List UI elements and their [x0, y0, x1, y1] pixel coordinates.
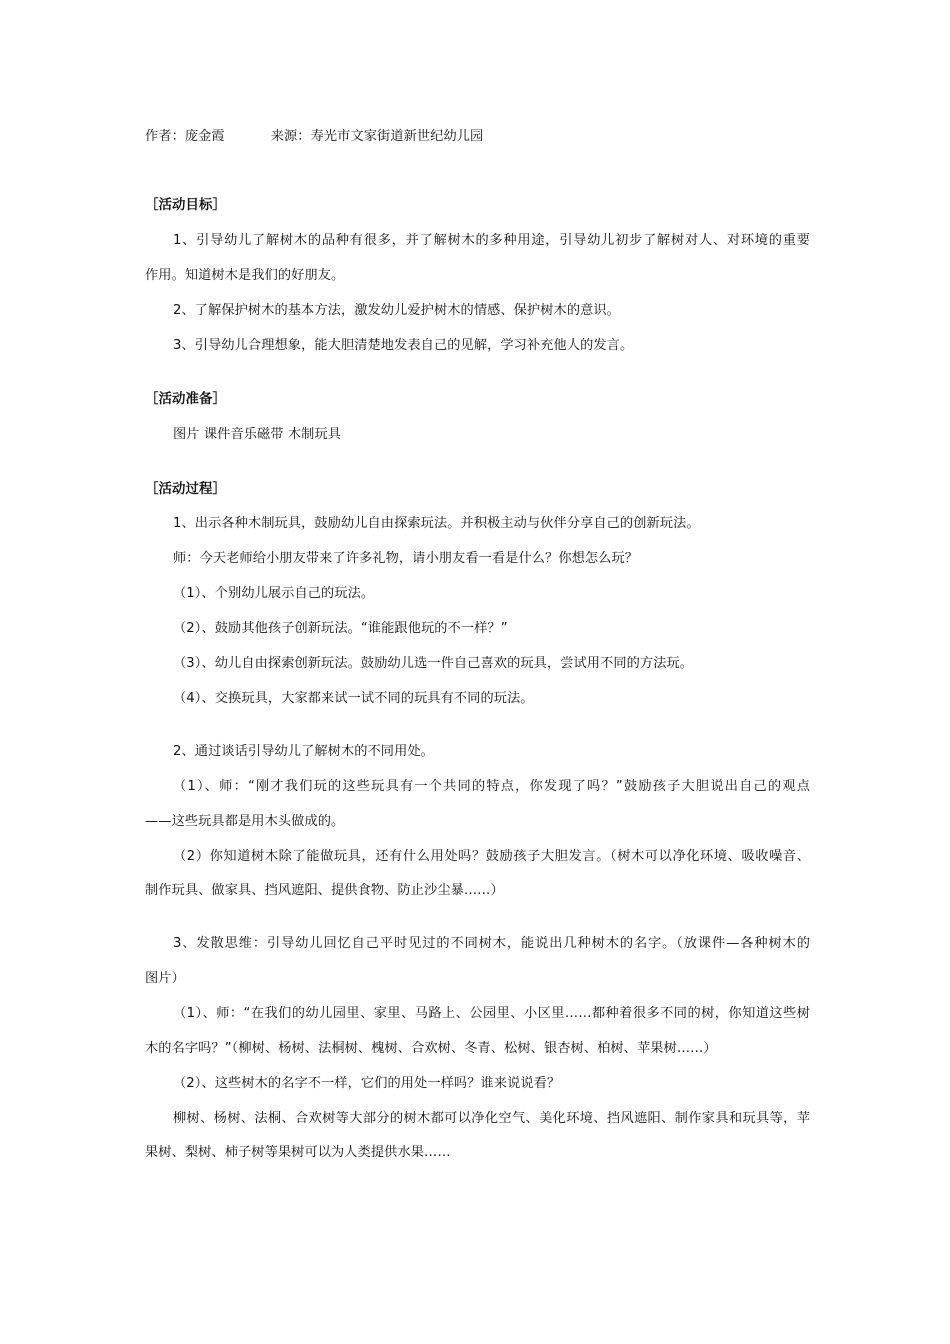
step-3-line-2: 图片）	[145, 971, 185, 986]
step-3-paragraph-line-1: 柳树、杨树、法桐、合欢树等大部分的树木都可以净化空气、美化环境、挡风遮阳、制作家具和玩具等，苹	[173, 1111, 810, 1126]
step-1-sub-2: （2）、鼓励其他孩子创新玩法。“谁能跟他玩的不一样？”	[173, 621, 508, 636]
step-1-teacher: 师：今天老师给小朋友带来了许多礼物，请小朋友看一看是什么？你想怎么玩？	[173, 551, 639, 566]
goal-3: 3、引导幼儿合理想象，能大胆清楚地发表自己的见解，学习补充他人的发言。	[173, 338, 634, 353]
step-2-sub-1-line-2: ——这些玩具都是用木头做成的。	[145, 814, 345, 829]
goal-1-line-2: 作用。知道树木是我们的好朋友。	[145, 268, 345, 283]
goal-1-line-1: 1、引导幼儿了解树木的品种有很多，并了解树木的多种用途，引导幼儿初步了解树对人、对环境的重要	[173, 233, 810, 248]
goals-heading: ［活动目标］	[145, 198, 226, 213]
step-2-sub-1-line-1: （1）、师：“刚才我们玩的这些玩具有一个共同的特点，你发现了吗？”鼓励孩子大胆说出自己的观点	[173, 779, 810, 794]
step-1: 1、出示各种木制玩具，鼓励幼儿自由探索玩法。并积极主动与伙伴分享自己的创新玩法。	[173, 516, 700, 531]
goal-2: 2、了解保护树木的基本方法，激发幼儿爱护树木的情感、保护树木的意识。	[173, 303, 620, 318]
step-3-paragraph-line-2: 果树、梨树、柿子树等果树可以为人类提供水果……	[145, 1145, 451, 1160]
step-3-sub-1-line-1: （1）、师：“在我们的幼儿园里、家里、马路上、公园里、小区里……都种着很多不同的树，你知道这些树	[173, 1006, 810, 1021]
step-2: 2、通过谈话引导幼儿了解树木的不同用处。	[173, 744, 434, 759]
step-3-sub-1-line-2: 木的名字吗？”（柳树、杨树、法桐树、槐树、合欢树、冬青、松树、银杏树、柏树、苹果树……）	[145, 1041, 717, 1056]
step-2-sub-2-line-1: （2）你知道树木除了能做玩具，还有什么用处吗？鼓励孩子大胆发言。（树木可以净化环境、吸收噪音、	[173, 849, 810, 864]
step-1-sub-3: （3）、幼儿自由探索创新玩法。鼓励幼儿选一件自己喜欢的玩具，尝试用不同的方法玩。	[173, 656, 694, 671]
author-source-line	[145, 127, 810, 147]
author: 作者：庞金霞	[145, 129, 225, 144]
process-heading: ［活动过程］	[145, 482, 226, 497]
step-2-sub-2-line-2: 制作玩具、做家具、挡风遮阳、提供食物、防止沙尘暴……）	[145, 883, 504, 898]
step-3-sub-2: （2）、这些树木的名字不一样，它们的用处一样吗？谁来说说看？	[173, 1076, 561, 1091]
preparation-materials: 图片 课件音乐磁带 木制玩具	[173, 427, 342, 442]
source: 来源：寿光市文家街道新世纪幼儿园	[270, 129, 484, 144]
step-1-sub-4: （4）、交换玩具，大家都来试一试不同的玩具有不同的玩法。	[173, 691, 534, 706]
preparation-heading: ［活动准备］	[145, 392, 226, 407]
step-1-sub-1: （1）、个别幼儿展示自己的玩法。	[173, 586, 375, 601]
step-3-line-1: 3、发散思维：引导幼儿回忆自己平时见过的不同树木，能说出几种树木的名字。（放课件—各种树木的	[173, 936, 810, 951]
